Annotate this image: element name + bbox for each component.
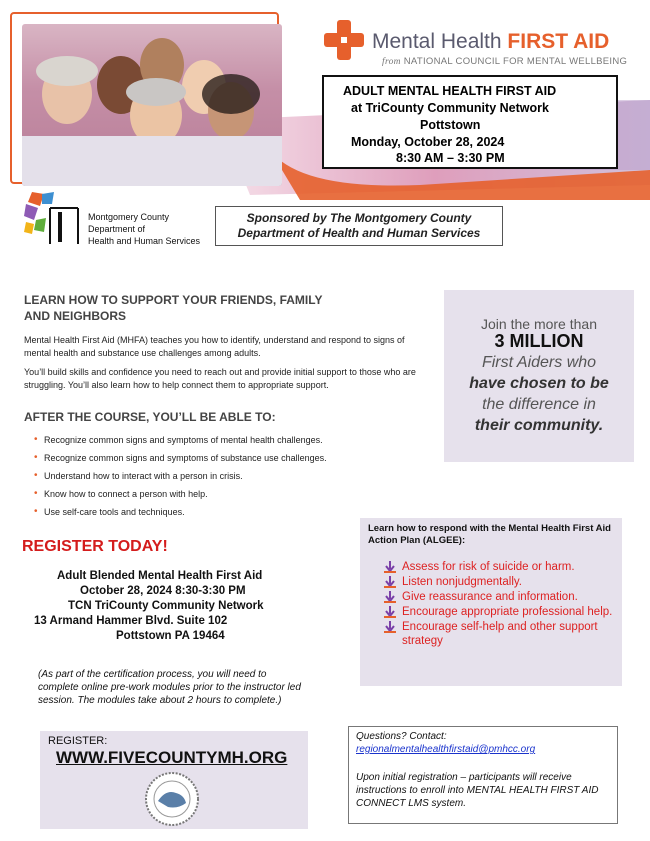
learn-paragraph-2: You’ll build skills and confidence you need to reach out and provide initial support to those who are struggling. You’ll also learn how to help connect them to appropriate support.: [24, 367, 416, 390]
mhfa-logo-subtitle: from NATIONAL COUNCIL FOR MENTAL WELLBEING: [382, 56, 628, 67]
algee-heading: Learn how to respond with the Mental Health First Aid Action Plan (ALGEE):: [368, 523, 611, 546]
join-intro: Join the more than: [481, 316, 597, 332]
course-venue: TCN TriCounty Community Network: [68, 600, 264, 612]
event-date: Monday, October 28, 2024: [351, 135, 505, 149]
certification-note: (As part of the certification process, you will need to complete online pre-work modules prior to the instructor led session. The modules take about 2 hours to complete.): [38, 669, 301, 706]
arrow-icon: [384, 591, 396, 603]
list-item: Listen nonjudgmentally.: [382, 575, 617, 589]
event-time: 8:30 AM – 3:30 PM: [396, 151, 505, 165]
event-info-box: [322, 75, 618, 169]
after-course-list: [34, 435, 424, 525]
county-dept-name: Montgomery County Department of Health and Human Services: [88, 212, 201, 246]
list-item: Encourage appropriate professional help.: [382, 605, 617, 619]
event-title: ADULT MENTAL HEALTH FIRST AID: [343, 84, 557, 98]
arrow-icon: [384, 561, 396, 573]
algee-list: [382, 560, 617, 649]
register-today-heading: REGISTER TODAY!: [22, 538, 168, 555]
sponsor-box: Sponsored by The Montgomery County Department of Health and Human Services: [215, 206, 503, 246]
list-item: Give reassurance and information.: [382, 590, 617, 604]
event-town: Pottstown: [420, 118, 481, 132]
contact-note: Upon initial registration – participants will receive instructions to enroll into MENTAL HEALTH FIRST AID CONNECT LMS system.: [356, 772, 599, 809]
learn-paragraph-1: Mental Health First Aid (MHFA) teaches you how to identify, understand and respond to signs of mental health and substance use challenges among adults.: [24, 335, 405, 358]
accreditation-seal-icon: [144, 771, 200, 827]
register-link[interactable]: WWW.FIVECOUNTYMH.ORG: [56, 748, 288, 767]
list-item: • Recognize common signs and symptoms of mental health challenges.: [34, 435, 424, 453]
contact-question: Questions? Contact:: [356, 731, 447, 742]
algee-box: [360, 518, 622, 686]
course-name: Adult Blended Mental Health First Aid: [57, 570, 263, 582]
join-count: 3 MILLION: [494, 331, 584, 351]
montgomery-county-logo-icon: [24, 190, 84, 246]
arrow-icon: [384, 606, 396, 618]
event-venue: at TriCounty Community Network: [351, 101, 549, 115]
course-date: October 28, 2024 8:30-3:30 PM: [80, 585, 246, 597]
list-item: Assess for risk of suicide or harm.: [382, 560, 617, 574]
list-item: • Use self-care tools and techniques.: [34, 507, 424, 525]
list-item: Encourage self-help and other support strategy: [382, 620, 617, 648]
learn-heading: LEARN HOW TO SUPPORT YOUR FRIENDS, FAMILY AND NEIGHBORS: [24, 293, 323, 323]
mhfa-logo-text: Mental Health FIRST AID: [372, 30, 610, 53]
course-address: 13 Armand Hammer Blvd. Suite 102: [34, 615, 228, 627]
mhfa-cross-icon: [322, 18, 366, 62]
contact-email-link[interactable]: regionalmentalhealthfirstaid@pmhcc.org: [356, 744, 536, 755]
list-item: • Understand how to interact with a person in crisis.: [34, 471, 424, 489]
register-label: REGISTER:: [48, 735, 108, 747]
arrow-icon: [384, 576, 396, 588]
join-callout: [444, 290, 634, 462]
after-course-heading: AFTER THE COURSE, YOU’LL BE ABLE TO:: [24, 410, 276, 424]
join-tagline: First Aiders who have chosen to be the difference in their community.: [469, 354, 609, 434]
arrow-icon: [384, 621, 396, 633]
group-photo: [22, 24, 282, 186]
contact-box: [348, 726, 618, 824]
register-box: [40, 731, 308, 829]
list-item: • Recognize common signs and symptoms of substance use challenges.: [34, 453, 424, 471]
list-item: • Know how to connect a person with help.: [34, 489, 424, 507]
course-city: Pottstown PA 19464: [116, 630, 225, 642]
